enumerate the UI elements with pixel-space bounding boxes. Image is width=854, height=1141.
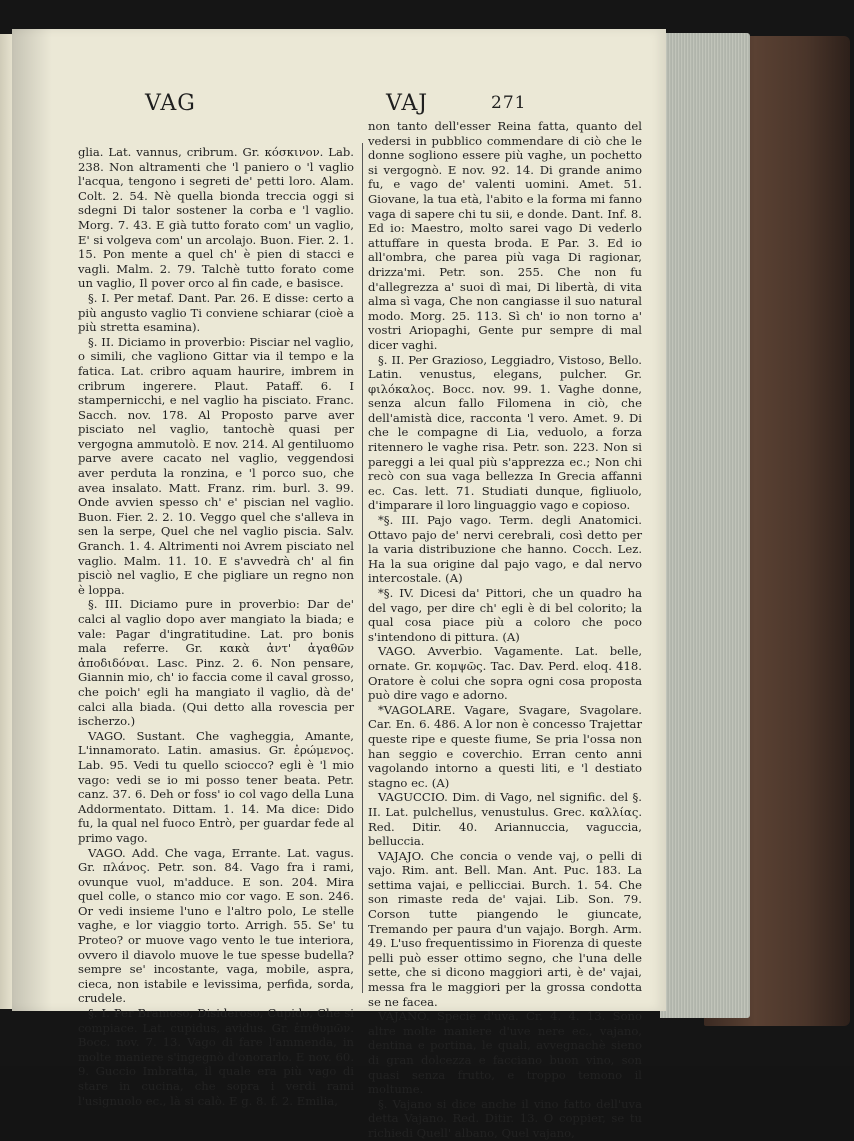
entry-paragraph: §. Vajano si dice anche il vino fatto dell'uva detta Vajano. Red. Ditir. 13. O coppier, se tu richiedi Quell' albano, Quel vajano, (368, 1096, 642, 1140)
entry-paragraph: §. I. Per metaf. Dant. Par. 26. E disse: certo a più angusto vaglio Ti conviene schiarar (cioè a più stretta esamina). (78, 290, 354, 335)
page-edges (660, 33, 750, 1018)
right-column (368, 119, 642, 1140)
header-right-guideword: VAJ (386, 91, 429, 116)
entry-paragraph: non tanto dell'esser Reina fatta, quanto del vedersi in pubblico commendare di ciò che le donne sogliono essere più vaghe, un pochetto si vergognò. E nov. 92. 14. Di grande animo fu, e vago de' valenti uomini. Amet. 51. Giovane, la tua età, l'abito e la forma mi fanno vaga di sapere chi tu sii, e donde. Dant. Inf. 8. Ed io: Maestro, molto sarei vago Di vederlo attuffare in questa broda. E Par. 3. Ed io all'ombra, che parea più vaga Di ragionar, drizza'mi. Petr. son. 255. Che non fu d'allegrezza a' suoi dì mai, Di libertà, di vita alma sì vaga, Che non cangiasse il suo natural modo. Morg. 25. 113. Sì ch' io non torno a' vostri Ariopaghi, Gente pur sempre di mal dicer vaghi. (368, 119, 642, 352)
entry-paragraph: VAJAJO. Che concia o vende vaj, o pelli di vajo. Rim. ant. Bell. Man. Ant. Puc. 183. La settima vajai, e pellicciai. Burch. 1. 54. Che son rimaste reda de' vajai. Lib. Son. 79. Corson tutte piangendo le giuncate, Tremando per paura d'un vajajo. Borgh. Arm. 49. L'uso frequentissimo in Fiorenza di queste pelli può esser ottimo segno, che l'una delle sette, che si dicono maggiori arti, è de' vajai, messa fra le maggiori per la grossa condotta se ne facea. (368, 848, 642, 1009)
column-divider (362, 143, 363, 993)
entry-paragraph: VAGO. Avverbio. Vagamente. Lat. belle, ornate. Gr. κομψῶς. Tac. Dav. Perd. eloq. 418. Oratore è colui che sopra ogni cosa proposta può dire vago e adorno. (368, 644, 642, 703)
dictionary-page (12, 29, 666, 1140)
entry-paragraph: VAGO. Sustant. Che vagheggia, Amante, L'innamorato. Latin. amasius. Gr. ἐρώμενος. Lab. 95. Vedi tu quello sciocco? egli è 'l mio vago: vedi se io mi posso tener beata. Petr. canz. 37. 6. Deh or foss' io col vago della Luna Addormentato. Dittam. 1. 14. Ma dice: Dido fu, la qual nel fuoco Entrò, per guardar fede al primo vago. (78, 728, 354, 845)
header-left-guideword: VAG (145, 91, 196, 116)
entry-paragraph: VAJANO. Specie d'uva. Cr. 4. 4. 13. Sono altre molte maniere d'uve nere ec., vajano, dentina e portina, le quali, avvegnachè sieno di gran dolcezza e facciano buon vino, son quasi senza frutto, e troppo temono il moltume. (368, 1009, 642, 1097)
running-header (12, 89, 666, 119)
entry-paragraph: *§. III. Pajo vago. Term. degli Anatomici. Ottavo pajo de' nervi cerebrali, così detto per la varia distribuzione che hanno. Cocch. Lez. Ha la sua origine dal pajo vago, e dal nervo intercostale. (A) (368, 513, 642, 586)
entry-paragraph: §. I. Per Bramoso, Disideroso, Cupido, Che si compiace. Lat. cupidus, avidus. Gr. ἐπιθυμῶν. Bocc. nov. 7. 13. Vago di fare l'ammenda, in molte maniere s'ingegnò d'onorarlo. E nov. 60. 9. Guccio Imbratta, il quale era più vago di stare in cucina, che sopra i verdi rami l'usignuolo ec., là si calò. E g. 8. f. 2. Emilia, (78, 1006, 354, 1108)
entry-paragraph: *VAGOLARE. Vagare, Svagare, Svagolare. Car. En. 6. 486. A lor non è concesso Trajettar queste ripe e queste fiume, Se pria l'ossa non han seggio e coverchio. Erran cento anni vagolando intorno a questi liti, e 'l destiato stagno ec. (A) (368, 702, 642, 790)
entry-paragraph: *§. IV. Dicesi da' Pittori, che un quadro ha del vago, per dire ch' egli è di bel colorito; la qual cosa piace più a coloro che poco s'intendono di pittura. (A) (368, 586, 642, 644)
left-column (78, 145, 354, 1108)
entry-paragraph: VAGO. Add. Che vaga, Errante. Lat. vagus. Gr. πλάνος. Petr. son. 84. Vago fra i rami, ovunque vuol, m'adduce. E son. 204. Mira quel colle, o stanco mio cor vago. E son. 246. Or vedi insieme l'uno e l'altro polo, Le stelle vaghe, e lor viaggio torto. Arrigh. 55. Se' tu Proteo? or muove vago vento le tue interiora, ovvero il diavolo muove le tue spesse budella? sempre se' incostante, vaga, mobile, aspra, cieca, non istabile e levissima, perfida, sorda, crudele. (78, 845, 354, 1006)
entry-paragraph: §. III. Diciamo pure in proverbio: Dar de' calci al vaglio dopo aver mangiato la biada; e vale: Pagar d'ingratitudine. Lat. pro bonis mala referre. Gr. κακὰ ἀντ' ἀγαθῶν ἀποδιδόναι. Lasc. Pinz. 2. 6. Non pensare, Giannin mio, ch' io faccia come il caval grosso, che poich' egli ha mangiato il vaglio, dà de' calci alla biada. (Qui detto alla rovescia per ischerzo.) (78, 597, 354, 729)
entry-paragraph: §. II. Per Grazioso, Leggiadro, Vistoso, Bello. Latin. venustus, elegans, pulcher. Gr. φιλόκαλος. Bocc. nov. 99. 1. Vaghe donne, senza alcun fallo Filomena in ciò, che dell'amistà dice, racconta 'l vero. Amet. 9. Di che le compagne di Lia, veduolo, a forza ritennero le vaghe risa. Petr. son. 223. Non si pareggi a lei qual più s'apprezza ec.; Non chi recò con sua vaga bellezza In Grecia affanni ec. Cas. lett. 71. Studiati dunque, figliuolo, d'imparare il loro linguaggio vago e copioso. (368, 352, 642, 513)
entry-paragraph: VAGUCCIO. Dim. di Vago, nel signific. del §. II. Lat. pulchellus, venustulus. Grec. καλλίας. Red. Ditir. 40. Ariannuccia, vaguccia, belluccia. (368, 790, 642, 849)
entry-paragraph: glia. Lat. vannus, cribrum. Gr. κόσκινον. Lab. 238. Non altramenti che 'l paniero o 'l vaglio l'acqua, tengono i segreti de' petti loro. Alam. Colt. 2. 54. Nè quella bionda treccia oggi si sdegni Di talor sostener la corba e 'l vaglio. Morg. 7. 43. E già tutto forato com' un vaglio, E' si volgeva com' un arcolajo. Buon. Fier. 2. 1. 15. Pon mente a quel ch' è pien di stacci e vagli. Malm. 2. 79. Talchè tutto forato come un vaglio, Il pover orco al fin cade, e basisce. (78, 145, 354, 291)
page-number: 271 (491, 93, 527, 113)
entry-paragraph: §. II. Diciamo in proverbio: Pisciar nel vaglio, o simili, che vagliono Gittar via il tempo e la fatica. Lat. cribro aquam haurire, imbrem in cribrum ingerere. Plaut. Pataff. 6. I stampernicchi, e nel vaglio ha pisciato. Franc. Sacch. nov. 178. Al Proposto parve aver pisciato nel vaglio, tantochè quasi per vergogna ammutolò. E nov. 214. Al gentiluomo parve avere cacato nel vaglio, veggendosi aver perduta la ronzina, e 'l porco suo, che avea insalato. Matt. Franz. rim. burl. 3. 99. Onde avvien spesso ch' e' piscian nel vaglio. Buon. Fier. 2. 2. 10. Veggo quel che s'alleva in sen la serpe, Quel che nel vaglio piscia. Salv. Granch. 1. 4. Altrimenti noi Avrem pisciato nel vaglio. Malm. 11. 10. E s'avvedrà ch' al fin pisciò nel vaglio, E che pigliare un regno non è loppa. (78, 334, 354, 597)
